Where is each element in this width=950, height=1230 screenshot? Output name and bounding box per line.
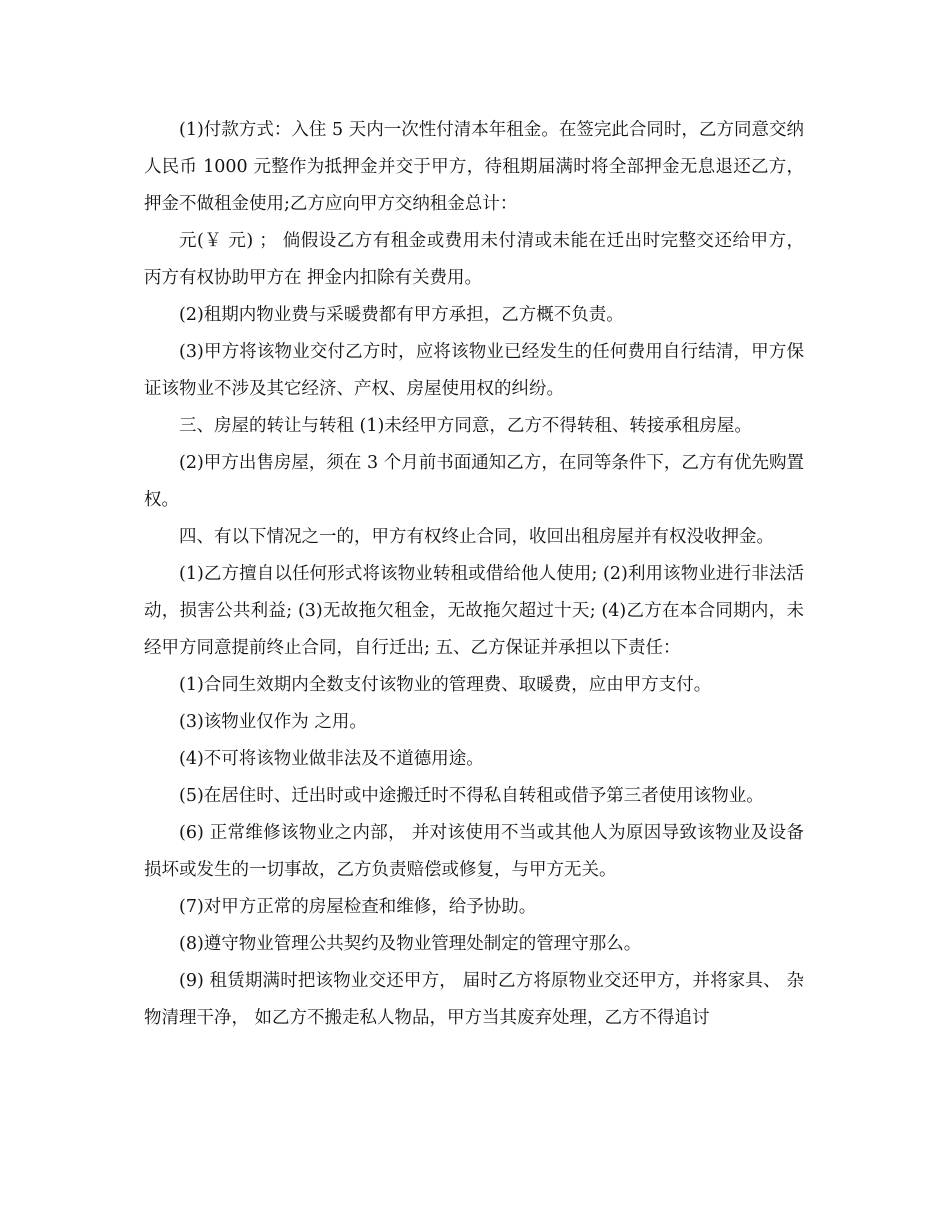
paragraph-deposit-deduction: 元(￥ 元) ； 倘假设乙方有租金或费用未付清或未能在迁出时完整交还给甲方，丙方有权协助甲方在 押金内扣除有关费用。 — [144, 231, 804, 288]
section-transfer-sublease: 三、房屋的转让与转租 (1)未经甲方同意，乙方不得转租、转接承租房屋。 — [179, 416, 752, 436]
paragraph-termination-conditions: (1)乙方擅自以任何形式将该物业转租或借给他人使用; (2)利用该物业进行非法活动，损害公共利益; (3)无故拖欠租金，无故拖欠超过十天; (4)乙方在本合同期内，未经甲方同意提前终止合同，自行迁出; 五、乙方保证并承担以下责任： — [144, 564, 804, 658]
paragraph-lawful-use: (4)不可将该物业做非法及不道德用途。 — [179, 749, 484, 769]
paragraph-fee-payment: (1)合同生效期内全数支付该物业的管理费、取暖费，应由甲方支付。 — [179, 675, 712, 695]
section-termination: 四、有以下情况之一的，甲方有权终止合同，收回出租房屋并有权没收押金。 — [179, 527, 774, 547]
paragraph-sale-notice: (2)甲方出售房屋，须在 3 个月前书面通知乙方，在同等条件下，乙方有优先购置权。 — [144, 453, 804, 510]
paragraph-management-rules: (8)遵守物业管理公共契约及物业管理处制定的管理守那么。 — [179, 934, 642, 954]
paragraph-property-fees: (2)租期内物业费与采暖费都有甲方承担，乙方概不负责。 — [179, 305, 624, 325]
paragraph-payment-method: (1)付款方式：入住 5 天内一次性付清本年租金。在签完此合同时，乙方同意交纳人民币 1000 元整作为抵押金并交于甲方，待租期届满时将全部押金无息退还乙方，押金不做租金使用;乙方应向甲方交纳租金总计： — [144, 120, 804, 214]
paragraph-return-property: (9) 租赁期满时把该物业交还甲方， 届时乙方将原物业交还甲方，并将家具、 杂物清理干净， 如乙方不搬走私人物品，甲方当其废弃处理，乙方不得追讨 — [144, 971, 804, 1028]
contract-text — [144, 112, 804, 1037]
paragraph-inspection: (7)对甲方正常的房屋检查和维修，给予协助。 — [179, 897, 537, 917]
paragraph-no-sublease: (5)在居住时、迁出时或中途搬迁时不得私自转租或借予第三者使用该物业。 — [179, 786, 764, 806]
paragraph-usage-purpose: (3)该物业仅作为 之用。 — [179, 712, 367, 732]
paragraph-handover-settlement: (3)甲方将该物业交付乙方时，应将该物业已经发生的任何费用自行结清，甲方保证该物业不涉及其它经济、产权、房屋使用权的纠纷。 — [144, 342, 804, 399]
paragraph-maintenance: (6) 正常维修该物业之内部， 并对该使用不当或其他人为原因导致该物业及设备损坏或发生的一切事故，乙方负责赔偿或修复，与甲方无关。 — [144, 823, 804, 880]
